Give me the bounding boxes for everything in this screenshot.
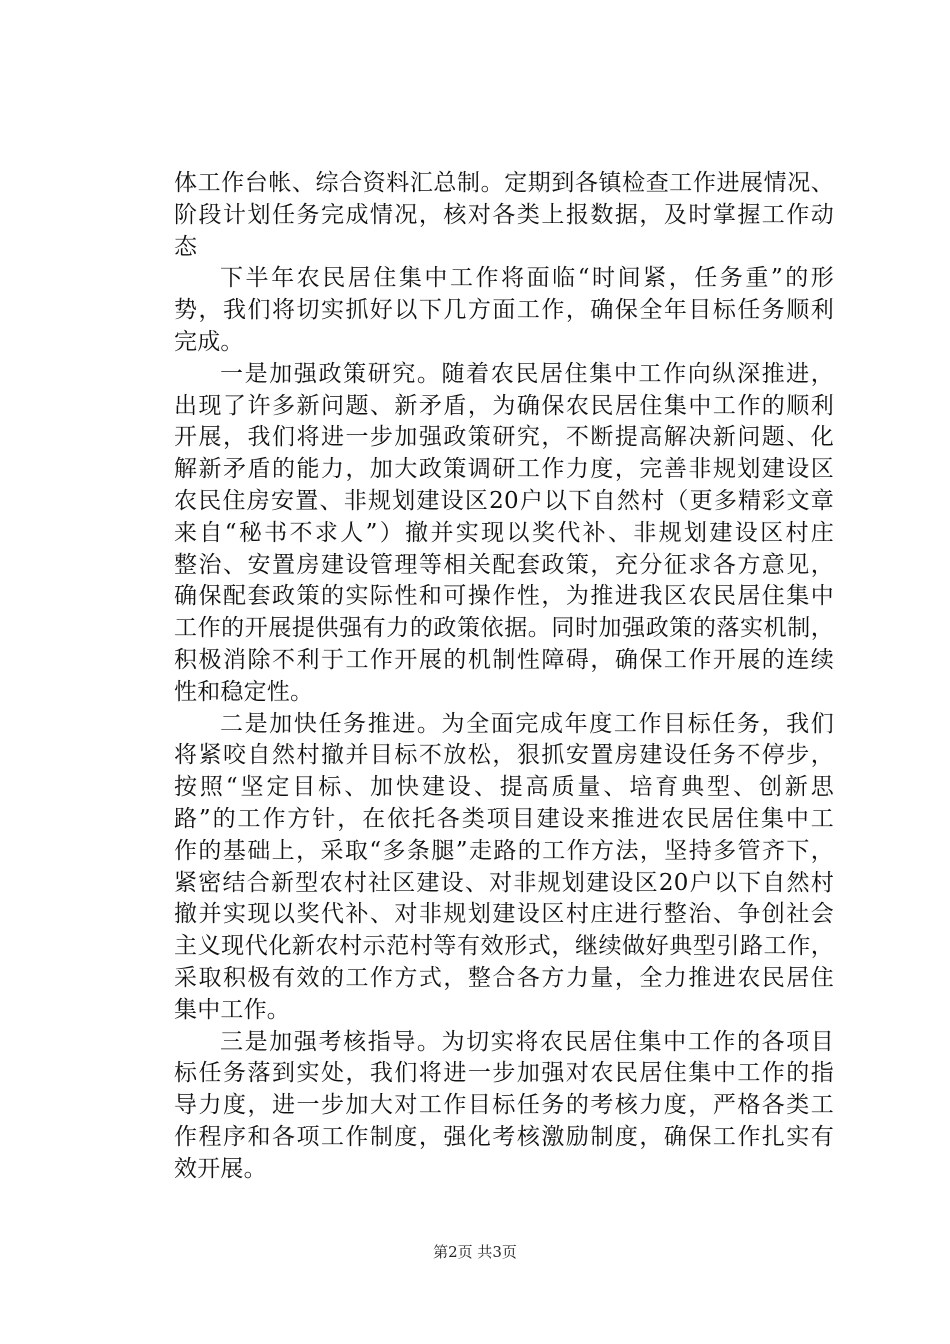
page-footer: 第2页 共3页 — [433, 1243, 517, 1261]
text-line: 路”的工作方针，在依托各类项目建设来推进农民居住集中工 — [174, 805, 834, 832]
text-line: 作的基础上，采取“多条腿”走路的工作方法，坚持多管齐下， — [174, 837, 834, 864]
text-line: 势，我们将切实抓好以下几方面工作，确保全年目标任务顺利 — [174, 297, 834, 324]
text-line: 性和稳定性。 — [174, 678, 314, 705]
text-line: 态 — [174, 233, 198, 260]
text-line: 出现了许多新问题、新矛盾，为确保农民居住集中工作的顺利 — [174, 392, 834, 419]
text-line: 按照“坚定目标、加快建设、提高质量、培育典型、创新思 — [174, 774, 834, 801]
text-line: 积极消除不利于工作开展的机制性障碍，确保工作开展的连续 — [174, 646, 834, 673]
text-line: 导力度，进一步加大对工作目标任务的考核力度，严格各类工 — [174, 1092, 834, 1119]
text-line: 完成。 — [174, 328, 244, 355]
text-line: 紧密结合新型农村社区建设、对非规划建设区20户以下自然村 — [174, 869, 834, 896]
text-line: 来自“秘书不求人”）撤并实现以奖代补、非规划建设区村庄 — [174, 519, 834, 546]
document-body — [174, 168, 834, 1186]
text-line: 一是加强政策研究。随着农民居住集中工作向纵深推进， — [220, 360, 834, 387]
text-line: 标任务落到实处，我们将进一步加强对农民居住集中工作的指 — [174, 1060, 834, 1087]
text-line: 工作的开展提供强有力的政策依据。同时加强政策的落实机制， — [174, 615, 834, 642]
text-line: 撤并实现以奖代补、对非规划建设区村庄进行整治、争创社会 — [174, 901, 834, 928]
text-line: 主义现代化新农村示范村等有效形式，继续做好典型引路工作， — [174, 933, 834, 960]
text-line: 阶段计划任务完成情况，核对各类上报数据，及时掌握工作动 — [174, 201, 834, 228]
text-line: 集中工作。 — [174, 996, 290, 1023]
text-line: 下半年农民居住集中工作将面临“时间紧，任务重”的形 — [220, 265, 834, 292]
text-line: 确保配套政策的实际性和可操作性，为推进我区农民居住集中 — [174, 583, 834, 610]
text-line: 将紧咬自然村撤并目标不放松，狠抓安置房建设任务不停步， — [174, 742, 834, 769]
text-line: 农民住房安置、非规划建设区20户以下自然村（更多精彩文章 — [174, 487, 834, 514]
text-line: 整治、安置房建设管理等相关配套政策，充分征求各方意见， — [174, 551, 834, 578]
text-line: 开展，我们将进一步加强政策研究，不断提高解决新问题、化 — [174, 424, 834, 451]
text-line: 二是加快任务推进。为全面完成年度工作目标任务，我们 — [220, 710, 834, 737]
text-line: 体工作台帐、综合资料汇总制。定期到各镇检查工作进展情况、 — [174, 170, 834, 196]
text-line: 采取积极有效的工作方式，整合各方力量，全力推进农民居住 — [174, 964, 834, 991]
text-line: 解新矛盾的能力，加大政策调研工作力度，完善非规划建设区 — [174, 456, 834, 483]
text-line: 效开展。 — [174, 1155, 267, 1182]
text-line: 三是加强考核指导。为切实将农民居住集中工作的各项目 — [220, 1028, 834, 1055]
text-line: 作程序和各项工作制度，强化考核激励制度，确保工作扎实有 — [174, 1123, 834, 1150]
